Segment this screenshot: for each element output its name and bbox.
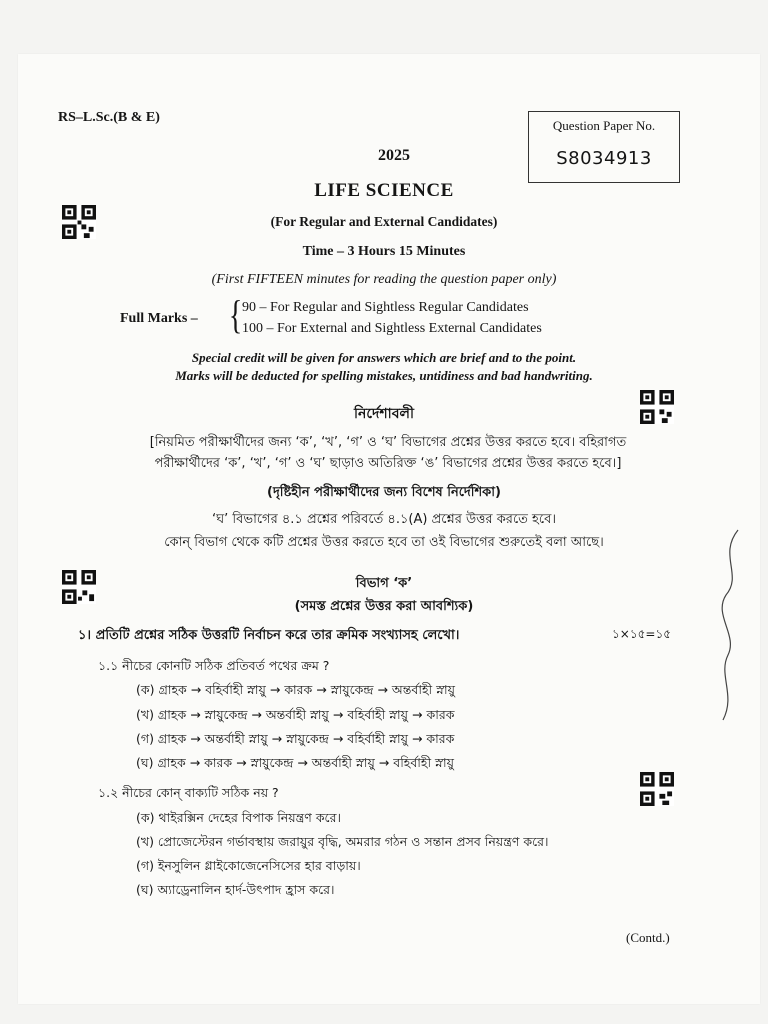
candidates-line: (For Regular and External Candidates) — [270, 214, 498, 229]
blind-instruction-line: কোন্ বিভাগ থেকে কটি প্রশ্নের উত্তর করতে হবে তা ওই বিভাগের শুরুতেই বলা আছে। — [164, 535, 604, 550]
question-paper-number: S8034913 — [556, 148, 652, 169]
instructions-line: [নিয়মিত পরীক্ষার্থীদের জন্য ‘ক’, ‘খ’, ‘গ’ ও ‘ঘ’ বিভাগের প্রশ্নের উত্তর করতে হবে। বহিরাগত — [149, 435, 627, 450]
continued-label: (Contd.) — [626, 930, 670, 945]
option-gha: (ঘ) গ্রাহক → কারক → স্নায়ুকেন্দ্র → অন্তর্বাহী স্নায়ু → বহির্বাহী স্নায়ু — [136, 755, 454, 770]
full-marks-label: Full Marks – — [120, 311, 198, 326]
special-credit: Special credit will be given for answers which are brief and to the point. — [191, 350, 577, 365]
option-ka: (ক) থাইরক্সিন দেহের বিপাক নিয়ন্ত্রণ করে। — [136, 810, 341, 825]
subject-title: LIFE SCIENCE — [314, 180, 454, 201]
option-gha: (ঘ) অ্যাড্রেনালিন হার্দ-উৎপাদ হ্রাস করে। — [136, 882, 335, 897]
instructions-text — [78, 432, 698, 474]
deduction-note: Marks will be deducted for spelling mistakes, untidiness and bad handwriting. — [175, 368, 593, 383]
option-kha: (খ) গ্রাহক → স্নায়ুকেন্দ্র → অন্তর্বাহী স্নায়ু → বহির্বাহী স্নায়ু → কারক — [136, 707, 455, 722]
exam-year: 2025 — [378, 147, 410, 164]
option-kha: (খ) প্রোজেস্টেরন গর্ভাবস্থায় জরায়ুর বৃদ্ধি, অমরার গঠন ও সন্তান প্রসব নিয়ন্ত্রণ করে। — [136, 834, 549, 849]
option-ka: (ক) গ্রাহক → বহির্বাহী স্নায়ু → কারক → স্নায়ুকেন্দ্র → অন্তর্বাহী স্নায়ু — [136, 682, 455, 697]
qr-code-icon — [640, 772, 674, 806]
full-marks-external: 100 – For External and Sightless External Candidates — [242, 321, 542, 336]
brace-icon: { — [228, 292, 243, 337]
paper-code: RS–L.Sc.(B & E) — [58, 110, 160, 125]
question-1-1: ১.১ নীচের কোনটি সঠিক প্রতিবর্ত পথের ক্রম ? — [98, 658, 330, 673]
option-ga: (গ) গ্রাহক → অন্তর্বাহী স্নায়ু → স্নায়ুকেন্দ্র → বহির্বাহী স্নায়ু → কারক — [136, 731, 455, 746]
question-1-marks: ১×১৫=১৫ — [612, 627, 672, 641]
section-subtitle: (সমস্ত প্রশ্নের উত্তর করা আবশ্যিক) — [294, 599, 474, 614]
section-title: বিভাগ ‘ক’ — [355, 576, 413, 591]
full-marks-regular: 90 – For Regular and Sightless Regular Candidates — [242, 300, 529, 315]
reading-time-note: (First FIFTEEN minutes for reading the question paper only) — [211, 272, 557, 287]
pen-scribble-mark — [708, 525, 748, 725]
option-ga: (গ) ইনসুলিন গ্লাইকোজেনেসিসের হার বাড়ায়। — [136, 858, 361, 873]
question-paper-number-label: Question Paper No. — [552, 118, 656, 133]
blind-instructions-heading: (দৃষ্টিহীন পরীক্ষার্থীদের জন্য বিশেষ নির্দেশিকা) — [267, 485, 501, 500]
special-note — [0, 349, 768, 385]
blind-instruction-line: ‘ঘ’ বিভাগের ৪.১ প্রশ্নের পরিবর্তে ৪.১(A) প্রশ্নের উত্তর করতে হবে। — [212, 512, 556, 527]
time-line: Time – 3 Hours 15 Minutes — [302, 244, 466, 259]
question-1-2: ১.২ নীচের কোন্ বাক্যটি সঠিক নয় ? — [98, 785, 279, 800]
question-1: ১। প্রতিটি প্রশ্নের সঠিক উত্তরটি নির্বাচন করে তার ক্রমিক সংখ্যাসহ লেখো। — [78, 628, 460, 643]
instructions-heading: নির্দেশাবলী — [354, 406, 414, 422]
instructions-line: পরীক্ষার্থীদের ‘ক’, ‘খ’, ‘গ’ ও ‘ঘ’ ছাড়াও অতিরিক্ত ‘ঙ’ বিভাগের প্রশ্নের উত্তর করতে হবে।] — [154, 456, 622, 471]
